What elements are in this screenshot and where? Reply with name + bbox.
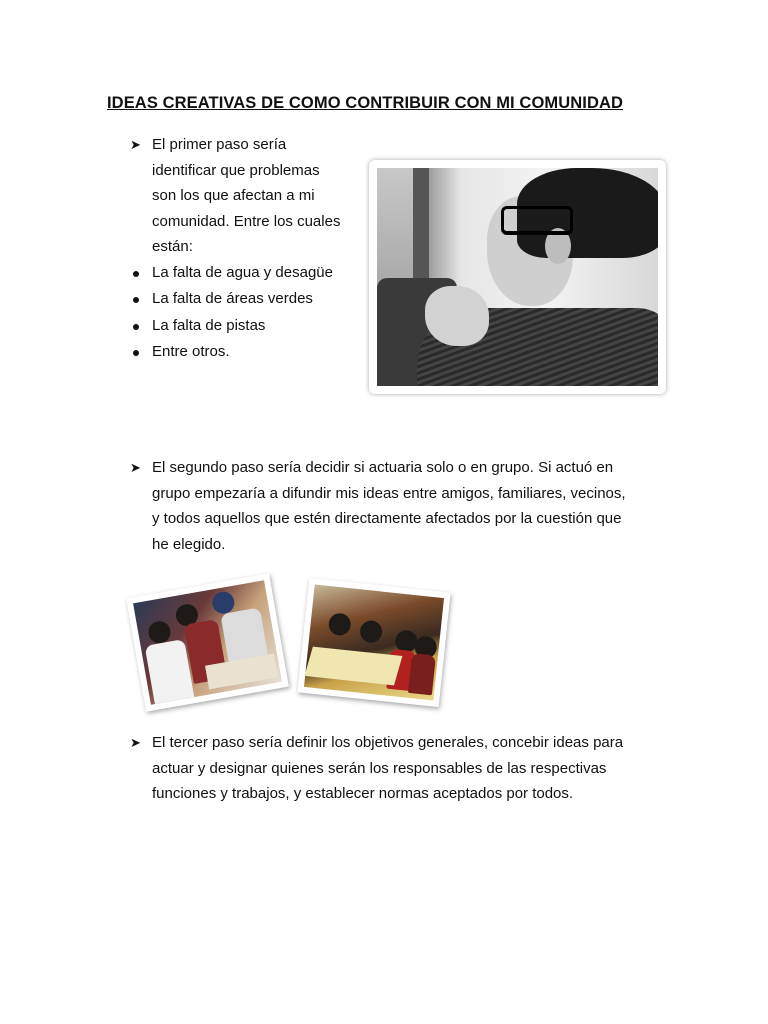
arrow-bullet-icon: ➤ [130,137,141,152]
bullet-dot-icon [133,324,139,330]
list-item [152,313,370,340]
step-2-line: grupo empezaría a difundir mis ideas entre amigos, familiares, vecinos, [152,484,626,502]
step-2-line: y todos aquellos que estén directamente afectados por la cuestión que [152,510,622,527]
step-1-line: están: [152,238,193,255]
step-1-line: son los que afectan a mi [152,187,315,204]
step-3-paragraph [152,730,670,807]
bullet-dot-icon [133,350,139,356]
bullet-dot-icon [133,297,139,303]
step-1-line: identificar que problemas [152,161,320,179]
group-work-photo-2 [297,578,450,707]
list-item [152,339,370,366]
step-1-line: El primer paso sería [152,136,287,153]
bullet-dot-icon [133,271,139,277]
step-1-line: comunidad. Entre los cuales [152,212,341,230]
list-item-text: La falta de áreas verdes [152,290,313,307]
step-2-line: El segundo paso sería decidir si actuaria solo o en grupo. Si actuó en [152,459,614,476]
step-3-line: El tercer paso sería definir los objetivos generales, concebir ideas para [152,734,624,751]
list-item-text: Entre otros. [152,343,230,360]
group-work-photo-1 [126,573,289,711]
document-title: IDEAS CREATIVAS DE COMO CONTRIBUIR CON MI COMUNIDAD [107,94,623,112]
list-item [152,286,370,313]
step-2-paragraph [152,455,670,557]
step-3-line: actuar y designar quienes serán los responsables de las respectivas [152,759,607,777]
list-item-text: La falta de pistas [152,316,266,334]
thinking-man-photo [369,160,666,394]
step-1-paragraph [152,132,370,260]
step-3-line: funciones y trabajos, y establecer normas aceptados por todos. [152,785,574,802]
step-2-line: he elegido. [152,535,226,553]
step-3-section [130,730,670,807]
list-item-text: La falta de agua y desagüe [152,263,333,281]
step-2-section [130,455,670,557]
arrow-bullet-icon: ➤ [130,735,141,750]
step-1-section [130,132,370,366]
list-item [152,260,370,287]
problem-list [152,260,370,366]
arrow-bullet-icon: ➤ [130,460,141,475]
